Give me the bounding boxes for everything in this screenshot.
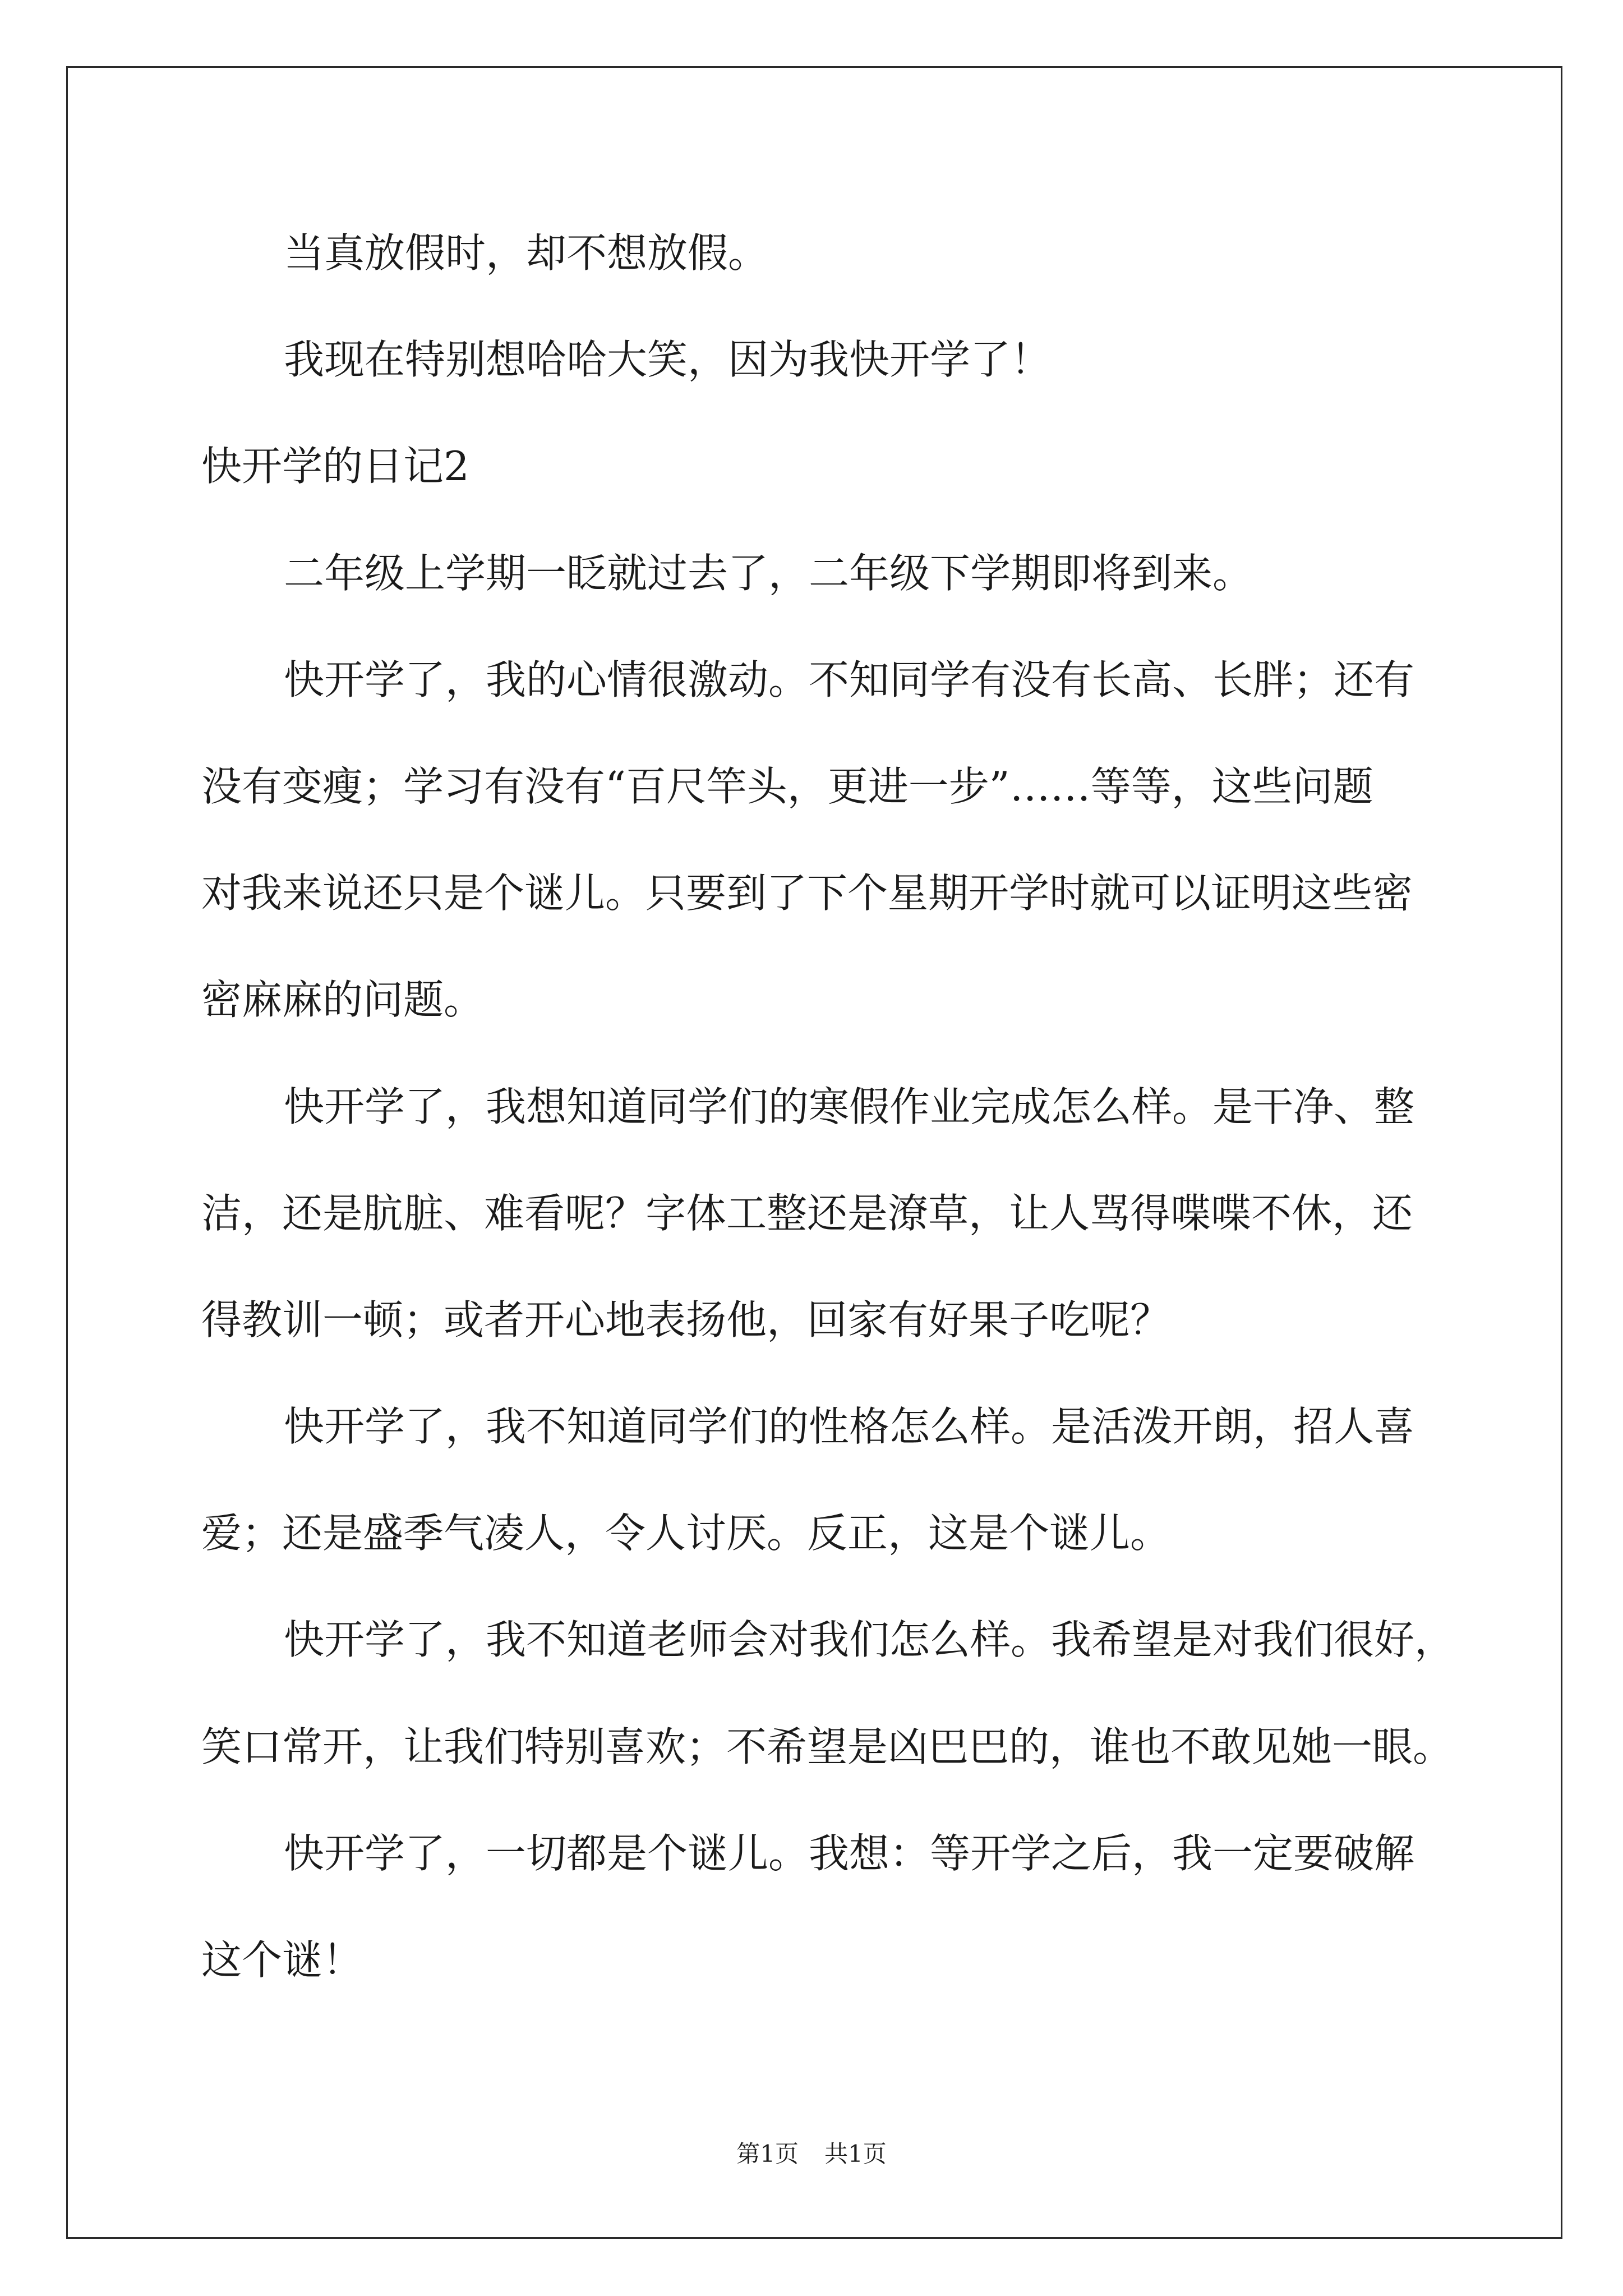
paragraph	[201, 306, 1491, 413]
text-line: 快开学了，我不知道老师会对我们怎么样。我希望是对我们很好，	[284, 1616, 1455, 1664]
paragraph	[201, 1373, 1491, 1586]
heading-text: 快开学的日记2	[201, 443, 469, 490]
text-line: 爱；还是盛季气凌人，令人讨厌。反正，这是个谜儿。	[201, 1510, 1171, 1557]
text-line: 二年级上学期一眨就过去了，二年级下学期即将到来。	[284, 549, 1253, 597]
text-line: 这个谜！	[201, 1936, 363, 1984]
text-line: 快开学了，一切都是个谜儿。我想：等开学之后，我一定要破解	[284, 1829, 1415, 1877]
paragraph	[201, 520, 1491, 627]
paragraph	[201, 627, 1491, 1053]
page-footer	[0, 2138, 1623, 2170]
paragraph	[201, 1586, 1491, 1800]
text-line: 快开学了，我的心情很激动。不知同学有没有长高、长胖；还有	[284, 656, 1415, 703]
text-line: 对我来说还只是个谜儿。只要到了下个星期开学时就可以证明这些密	[201, 869, 1413, 917]
paragraph	[201, 200, 1491, 306]
paragraph	[201, 1800, 1491, 2013]
text-line: 当真放假时，却不想放假。	[284, 229, 769, 277]
page-total: 共1页	[824, 2140, 887, 2168]
text-line: 笑口常开，让我们特别喜欢；不希望是凶巴巴的，谁也不敢见她一眼。	[201, 1723, 1454, 1770]
text-line: 快开学了，我不知道同学们的性格怎么样。是活泼开朗，招人喜	[284, 1403, 1415, 1451]
text-line: 快开学了，我想知道同学们的寒假作业完成怎么样。是干净、整	[284, 1083, 1415, 1130]
page-number: 第1页	[736, 2140, 799, 2168]
text-line: 洁，还是肮脏、难看呢？字体工整还是潦草，让人骂得喋喋不休，还	[201, 1189, 1413, 1237]
text-line: 我现在特别想哈哈大笑，因为我快开学了！	[284, 336, 1052, 384]
text-line: 密麻麻的问题。	[201, 976, 485, 1024]
document-body	[201, 200, 1491, 2013]
text-line: 没有变瘦；学习有没有“百尺竿头，更进一步”……等等，这些问题	[201, 762, 1373, 810]
section-heading	[201, 413, 1491, 519]
paragraph	[201, 1053, 1491, 1374]
text-line: 得教训一顿；或者开心地表扬他，回家有好果子吃呢？	[201, 1296, 1171, 1343]
